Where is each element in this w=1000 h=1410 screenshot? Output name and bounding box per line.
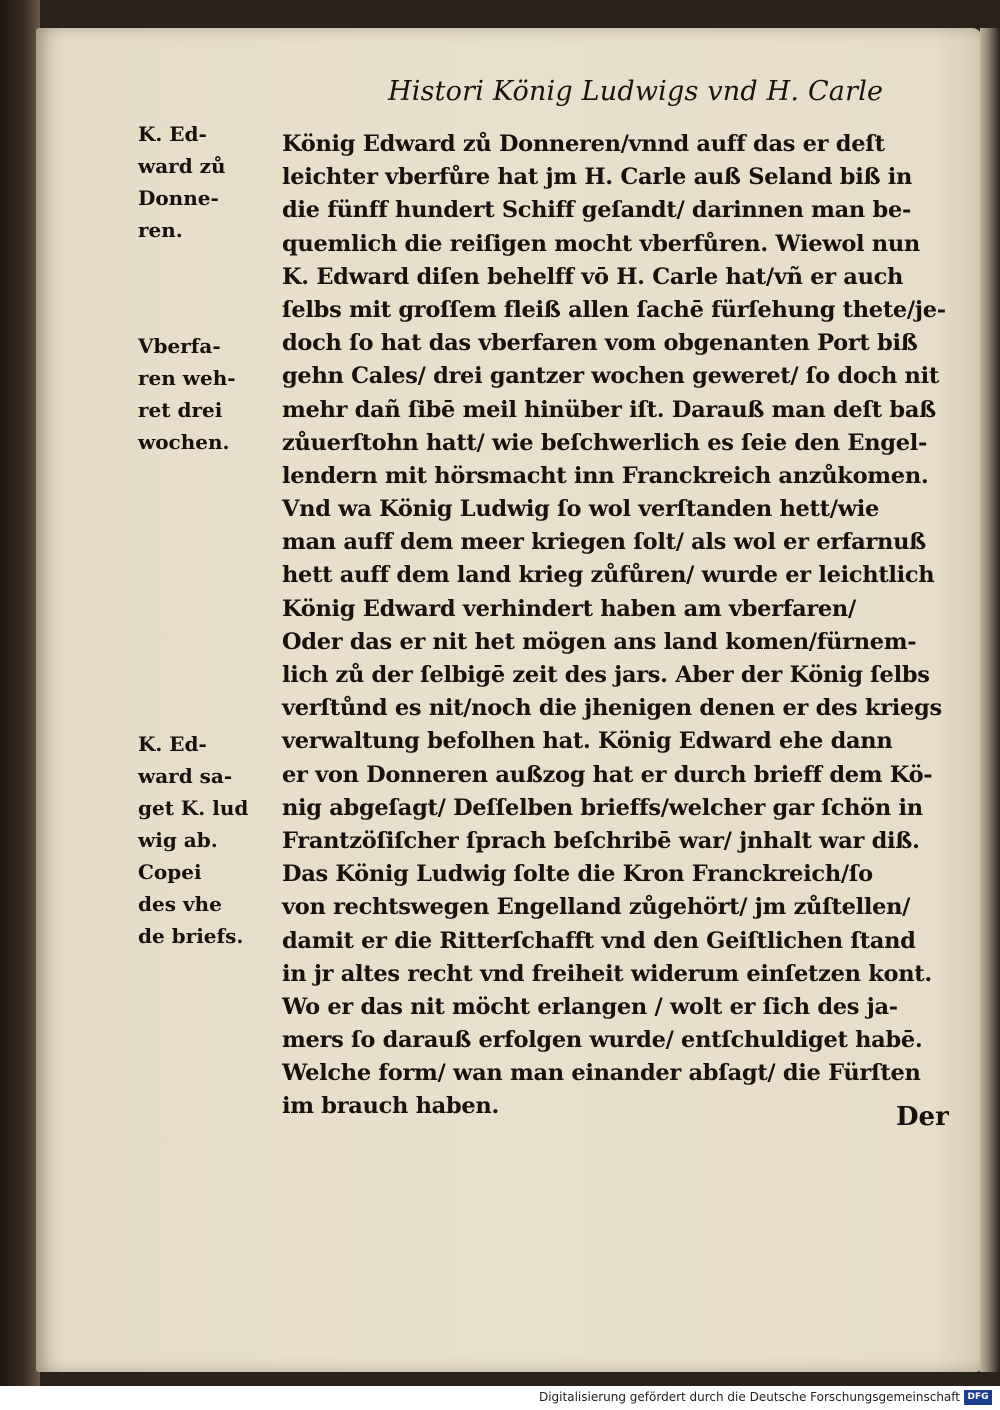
text-line: K. Edward diſen behelff vō H. Carle hat/vñ er auch xyxy=(282,263,904,290)
text-line: in jr altes recht vnd freiheit widerum einſetzen kont. xyxy=(282,960,932,987)
dfg-logo-icon: DFG xyxy=(964,1390,992,1405)
text-line: Vnd wa König Ludwig ſo wol verſtanden hett/wie xyxy=(282,496,879,523)
text-line: Wo er das nit möcht erlangen / wolt er ſich des ja- xyxy=(282,993,898,1020)
text-line: lich zů der ſelbigē zeit des jars. Aber der König ſelbs xyxy=(282,662,930,688)
text-line: man auff dem meer kriegen ſolt/ als wol er erfarnuß xyxy=(282,529,926,556)
text-line: im brauch haben. xyxy=(282,1093,499,1120)
text-line: lendern mit hörsmacht inn Franckreich anzůkomen. xyxy=(282,462,929,489)
text-line: König Edward verhindert haben am vberfaren/ xyxy=(282,595,856,622)
margin-note-line: Vberfa- xyxy=(138,334,221,358)
margin-note-line: ren. xyxy=(138,218,183,242)
text-line: quemlich die reiſigen mocht vberfůren. Wiewol nun xyxy=(282,230,920,257)
text-line: mers ſo darauß erfolgen wurde/ entſchuldiget habē. xyxy=(282,1027,923,1054)
margin-note-line: K. Ed- xyxy=(138,122,207,146)
text-line: leichter vberfůre hat jm H. Carle auß Seland biß in xyxy=(282,164,913,191)
margin-note xyxy=(138,330,283,458)
catchword: Der xyxy=(896,1102,949,1132)
margin-note-line: wig ab. xyxy=(138,828,218,852)
body-text xyxy=(282,128,972,1124)
text-line: gehn Cales/ drei gantzer wochen geweret/ ſo doch nit xyxy=(282,363,939,390)
margin-note-line: Copei xyxy=(138,860,202,884)
text-line: zůuerſtohn hatt/ wie beſchwerlich es ſeie den Engel- xyxy=(282,429,928,456)
text-line: die fünff hundert Schiff geſandt/ darinnen man be- xyxy=(282,197,912,224)
margin-note xyxy=(138,118,283,246)
text-line: hett auff dem land krieg zůfůren/ wurde er leichtlich xyxy=(282,562,935,589)
margin-note-line: des vhe xyxy=(138,892,222,916)
text-line: König Edward zů Donneren/vnnd auff das er deſt xyxy=(282,131,885,157)
margin-note-line: ret drei xyxy=(138,398,223,422)
text-line: er von Donneren außzog hat er durch brieff dem Kö- xyxy=(282,761,933,788)
text-line: ſelbs mit groſſem fleiß allen ſachē fürſehung thete/je- xyxy=(282,296,946,323)
margin-note-line: wochen. xyxy=(138,430,230,454)
margin-note-line: Donne- xyxy=(138,186,219,210)
text-line: nig abgeſagt/ Deſſelben brieffs/welcher gar ſchön in xyxy=(282,794,923,821)
text-line: verſtůnd es nit/noch die jhenigen denen er des kriegs xyxy=(282,695,942,722)
text-line: von rechtswegen Engelland zůgehört/ jm zůſtellen/ xyxy=(282,894,911,921)
text-line: verwaltung befolhen hat. König Edward ehe dann xyxy=(282,728,893,755)
book-cover-edge xyxy=(0,0,40,1386)
text-line: Welche form/ wan man einander abſagt/ die Fürſten xyxy=(282,1060,921,1087)
text-line: Das König Ludwig ſolte die Kron Franckreich/ſo xyxy=(282,861,873,888)
running-head: Histori König Ludwigs vnd H. Carle xyxy=(388,76,884,107)
margin-note-line: ren weh- xyxy=(138,366,236,390)
page-edge-right xyxy=(980,28,1000,1372)
text-line: Frantzöſiſcher ſprach beſchribē war/ jnhalt war diß. xyxy=(282,827,920,854)
text-line: mehr dañ ſibē meil hinüber iſt. Darauß man deſt baß xyxy=(282,396,936,423)
margin-note xyxy=(138,728,283,952)
footer-bar xyxy=(0,1386,1000,1410)
margin-note-line: K. Ed- xyxy=(138,732,207,756)
margin-note-line: de briefs. xyxy=(138,924,244,948)
text-line: doch ſo hat das vberfaren vom obgenanten Port biß xyxy=(282,330,918,357)
margin-note-line: get K. lud xyxy=(138,796,249,820)
funding-credit: Digitalisierung gefördert durch die Deutsche Forschungsgemeinschaft xyxy=(538,1390,960,1404)
margin-note-line: ward zů xyxy=(138,154,226,178)
text-line: damit er die Ritterſchafft vnd den Geiſtlichen ſtand xyxy=(282,927,916,954)
text-line: Oder das er nit het mögen ans land komen/fürnem- xyxy=(282,628,917,655)
margin-note-line: ward sa- xyxy=(138,764,233,788)
